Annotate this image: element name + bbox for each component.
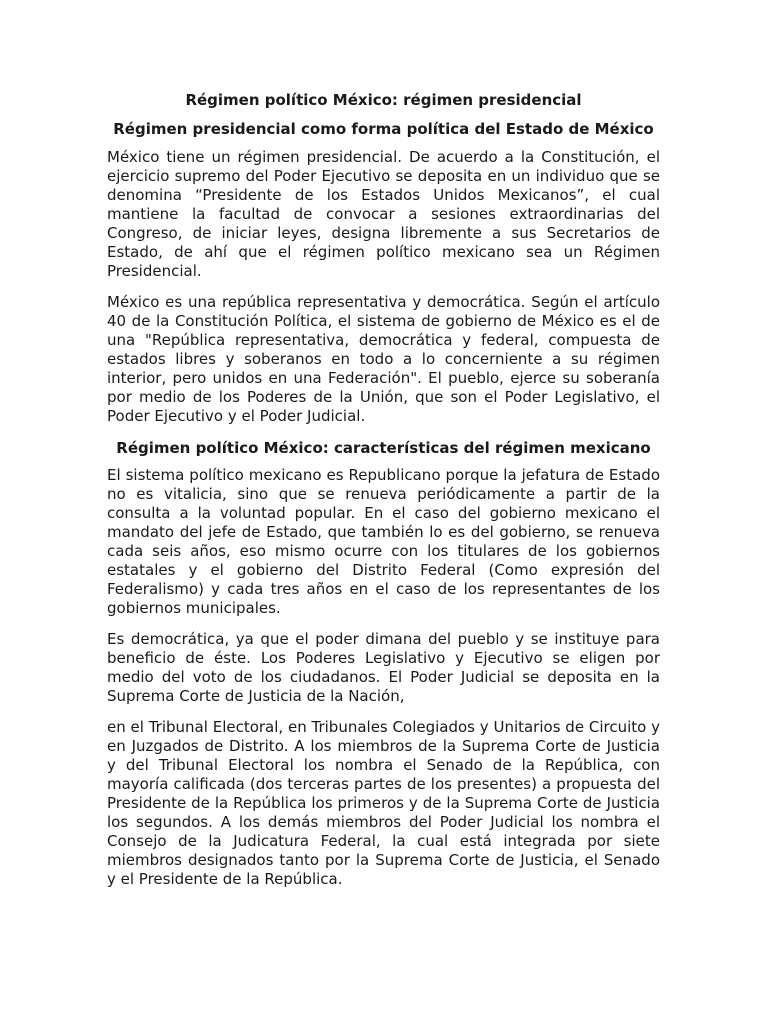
paragraph-3: El sistema político mexicano es Republicano porque la jefatura de Estado no es vitalicia, sino que se renueva periódicamente a partir de la consulta a la voluntad popular. En el caso del gobierno mexicano el mandato del jefe de Estado, que también lo es del gobierno, se renueva cada seis años, eso mismo ocurre con los titulares de los gobiernos estatales y el gobierno del Distrito Federal (Como expresión del Federalismo) y cada tres años en el caso de los representantes de los gobiernos municipales. xyxy=(107,466,660,617)
paragraph-5: en el Tribunal Electoral, en Tribunales Colegiados y Unitarios de Circuito y en Juzgados de Distrito. A los miembros de la Suprema Corte de Justicia y del Tribunal Electoral los nombra el Senado de la República, con mayoría calificada (dos terceras partes de los presentes) a propuesta del Presidente de la República los primeros y de la Suprema Corte de Justicia los segundos. A los demás miembros del Poder Judicial los nombra el Consejo de la Judicatura Federal, la cual está integrada por siete miembros designados tanto por la Suprema Corte de Justicia, el Senado y el Presidente de la República. xyxy=(107,718,660,888)
section-heading-2: Régimen político México: características del régimen mexicano xyxy=(116,439,651,457)
paragraph-2: México es una república representativa y democrática. Según el artículo 40 de la Constitución Política, el sistema de gobierno de México es el de una "República representativa, democrática y federal, compuesta de estados libres y soberanos en todo a lo concerniente a su régimen interior, pero unidos en una Federación". El pueblo, ejerce su soberanía por medio de los Poderes de la Unión, que son el Poder Legislativo, el Poder Ejecutivo y el Poder Judicial. xyxy=(107,293,660,425)
paragraph-4: Es democrática, ya que el poder dimana del pueblo y se instituye para beneficio de éste. Los Poderes Legislativo y Ejecutivo se eligen por medio del voto de los ciudadanos. El Poder Judicial se deposita en la Suprema Corte de Justicia de la Nación, xyxy=(107,630,660,705)
paragraph-1: México tiene un régimen presidencial. De acuerdo a la Constitución, el ejercicio supremo del Poder Ejecutivo se deposita en un individuo que se denomina “Presidente de los Estados Unidos Mexicanos”, el cual mantiene la facultad de convocar a sesiones extraordinarias del Congreso, de iniciar leyes, designa libremente a sus Secretarios de Estado, de ahí que el régimen político mexicano sea un Régimen Presidencial. xyxy=(107,148,660,280)
document-page xyxy=(107,90,660,901)
document-title: Régimen político México: régimen presidencial xyxy=(185,91,582,109)
section-heading-1: Régimen presidencial como forma política del Estado de México xyxy=(113,120,654,138)
